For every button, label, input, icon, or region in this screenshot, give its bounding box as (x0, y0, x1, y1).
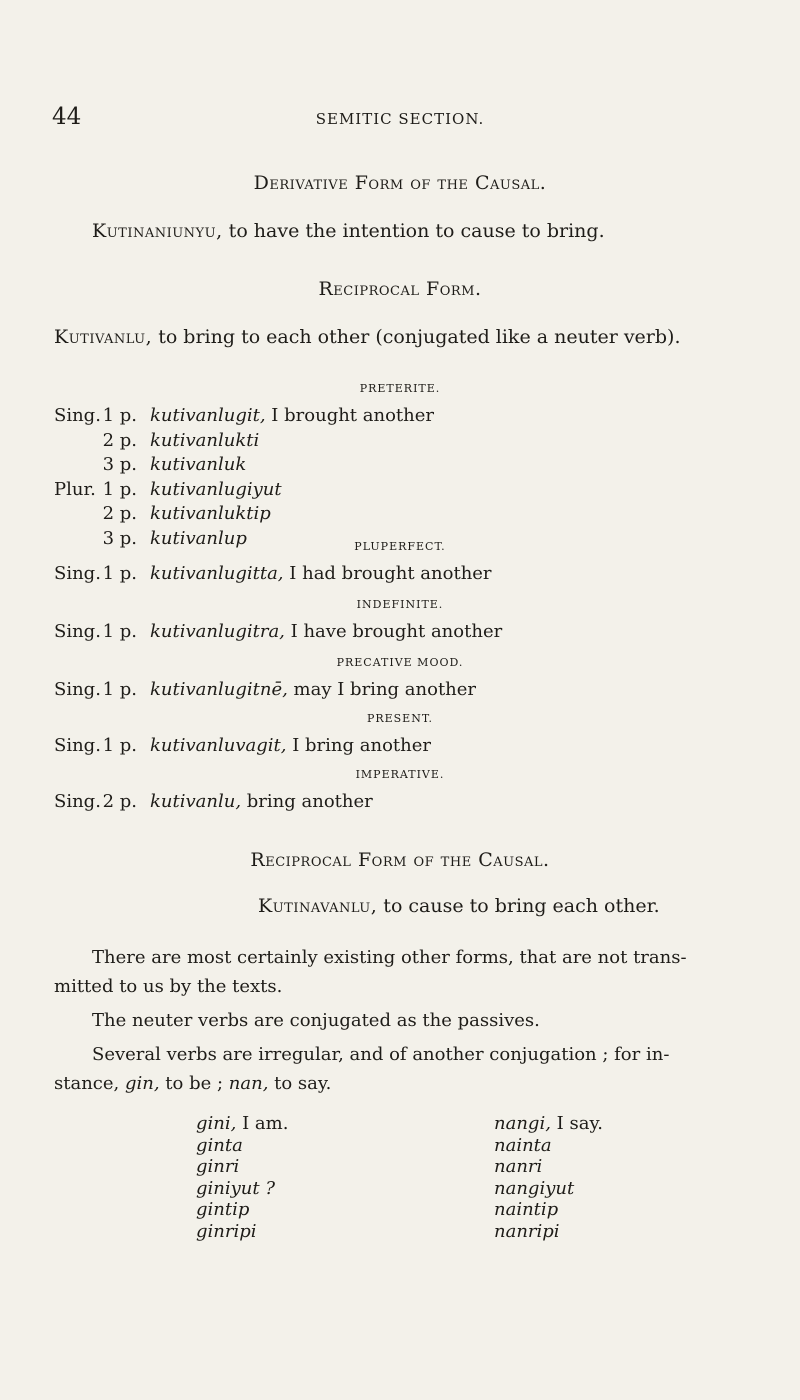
paradigm-entry (196, 1156, 239, 1177)
definition-kutinavanlu (258, 895, 660, 917)
verb-form: nanri (494, 1156, 543, 1177)
paradigm-entry (494, 1156, 542, 1177)
term: Kutinavanlu, (258, 895, 378, 917)
definition-text: to have the intention to cause to bring. (222, 220, 605, 242)
person-label: 1 p. (102, 679, 137, 700)
verb-form: kutivanluvagit, (150, 735, 287, 756)
number-label: Sing. (54, 679, 101, 700)
label-indefinite: INDEFINITE. (356, 598, 444, 611)
heading-derivative-form: Derivative Form of the Causal. (253, 172, 547, 194)
paragraph-line: The neuter verbs are conjugated as the passives. (92, 1010, 540, 1031)
number-label: Sing. (54, 791, 101, 812)
term: Kutinaniunyu, (92, 220, 223, 242)
paradigm-entry (196, 1221, 257, 1242)
paradigm-entry (494, 1199, 558, 1220)
verb-form: nanripi (494, 1220, 560, 1242)
verb-form: nangi, (494, 1113, 551, 1134)
verb-nan: nan, (228, 1073, 269, 1094)
number-label: Sing. (54, 405, 101, 426)
term: Kutivanlu, (54, 326, 153, 348)
verb-form: kutivanlugitta, (150, 563, 284, 584)
label-imperative: IMPERATIVE. (355, 768, 445, 781)
verb-form: gintip (196, 1199, 250, 1220)
text: to be ; (159, 1073, 229, 1094)
gloss: I brought another (265, 405, 435, 426)
verb-form: kutivanluk (150, 454, 247, 475)
label-pluperfect: PLUPERFECT. (354, 540, 446, 553)
person-label: 1 p. (102, 478, 137, 500)
paragraph-line: There are most certainly existing other forms, that are not trans- (92, 947, 687, 968)
verb-form: giniyut ? (196, 1177, 275, 1199)
text: to say. (268, 1073, 332, 1094)
person-label: 1 p. (102, 405, 137, 426)
verb-form: kutivanlugit, (150, 405, 266, 426)
paradigm-entry (494, 1178, 574, 1199)
paradigm-entry (196, 1199, 249, 1220)
definition-kutinaniunyu (92, 220, 605, 242)
conjugation-entry (150, 679, 476, 700)
paradigm-entry (196, 1113, 288, 1134)
conjugation-entry (150, 454, 246, 475)
person-label: 3 p. (102, 454, 137, 475)
person-label: 2 p. (102, 791, 137, 812)
verb-form: kutivanlugitnē, (150, 679, 288, 700)
verb-form: ginri (196, 1156, 240, 1177)
definition-kutivanlu (54, 326, 681, 348)
verb-form: kutivanlu, (150, 791, 242, 812)
gloss: bring another (241, 791, 373, 812)
page-number: 44 (52, 104, 82, 130)
person-label: 2 p. (102, 429, 137, 451)
verb-form: kutivanlup (150, 527, 247, 549)
number-label: Sing. (54, 735, 101, 756)
verb-form: kutivanlugitra, (150, 621, 285, 642)
label-preterite: PRETERITE. (359, 382, 441, 395)
paradigm-entry (196, 1135, 243, 1156)
number-label: Sing. (54, 563, 101, 584)
text: stance, (54, 1073, 125, 1094)
person-label: 2 p. (102, 503, 137, 524)
verb-form: ginta (196, 1134, 243, 1156)
conjugation-entry (150, 563, 492, 584)
paragraph-line: mitted to us by the texts. (54, 976, 283, 997)
verb-form: gini, (196, 1113, 237, 1134)
gloss: I am. (236, 1113, 289, 1134)
person-label: 3 p. (102, 527, 137, 549)
person-label: 1 p. (102, 563, 137, 584)
verb-form: nainta (494, 1134, 552, 1156)
number-label: Plur. (54, 478, 96, 500)
gloss: may I bring another (287, 679, 477, 700)
gloss: I had brought another (283, 563, 492, 584)
verb-form: kutivanlugiyut (150, 478, 282, 500)
verb-gin: gin, (124, 1073, 160, 1094)
conjugation-entry (150, 479, 282, 500)
conjugation-entry (150, 735, 431, 756)
paradigm-entry (196, 1178, 275, 1199)
definition-text: to bring to each other (conjugated like a neuter verb). (152, 326, 681, 348)
person-label: 1 p. (102, 621, 137, 642)
conjugation-entry (150, 791, 373, 812)
paragraph-line: Several verbs are irregular, and of another conjugation ; for in- (92, 1044, 670, 1065)
paradigm-entry (494, 1113, 603, 1134)
verb-form: kutivanlukti (150, 429, 260, 451)
heading-reciprocal-form-causal: Reciprocal Form of the Causal. (250, 849, 550, 871)
gloss: I bring another (286, 735, 431, 756)
verb-form: nangiyut (494, 1177, 575, 1199)
conjugation-entry (150, 405, 434, 426)
number-label: Sing. (54, 621, 101, 642)
paradigm-entry (494, 1221, 560, 1242)
running-head: SEMITIC SECTION. (315, 110, 485, 128)
person-label: 1 p. (102, 735, 137, 756)
heading-reciprocal-form: Reciprocal Form. (318, 278, 482, 300)
gloss: I say. (550, 1113, 603, 1134)
label-present: PRESENT. (366, 712, 434, 725)
paradigm-entry (494, 1135, 552, 1156)
definition-text: to cause to bring each other. (377, 895, 660, 917)
gloss: I have brought another (284, 621, 503, 642)
label-precative-mood: PRECATIVE MOOD. (336, 656, 464, 669)
verb-form: kutivanluktip (150, 503, 271, 524)
conjugation-entry (150, 503, 271, 524)
conjugation-entry (150, 430, 259, 451)
paragraph-line (54, 1073, 754, 1094)
conjugation-entry (150, 621, 502, 642)
verb-form: ginripi (196, 1220, 257, 1242)
verb-form: naintip (494, 1199, 559, 1220)
